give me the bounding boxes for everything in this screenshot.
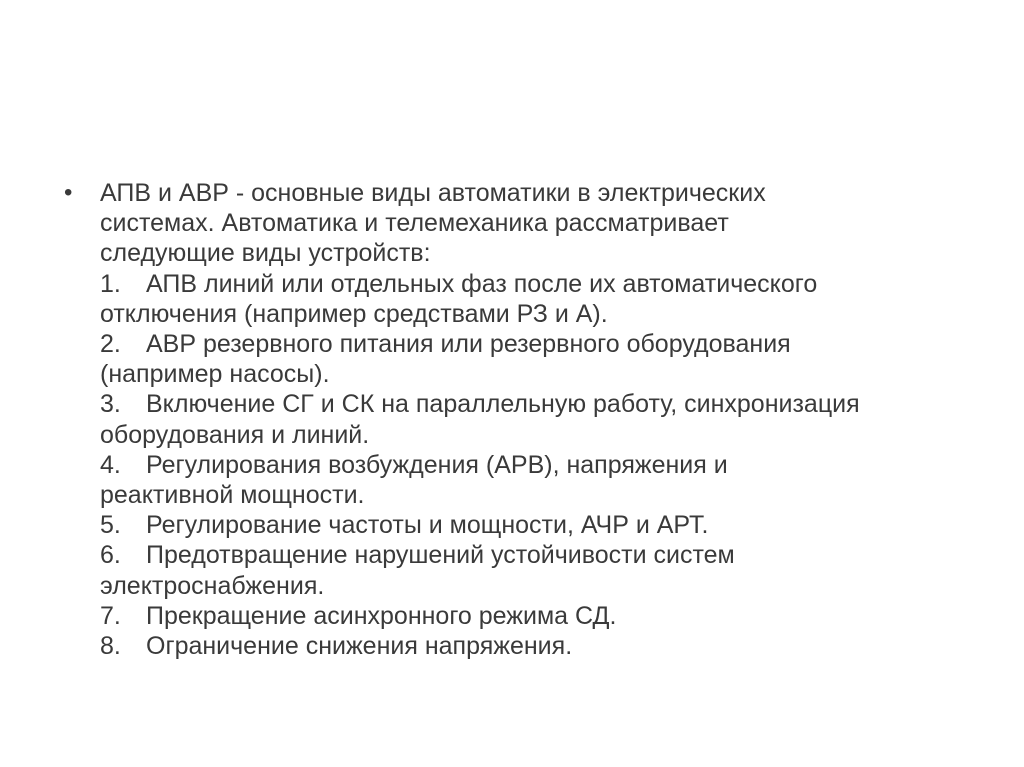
list-item-1 (100, 269, 980, 299)
list-item-3-continued: оборудования и линий. (100, 420, 370, 449)
item-number: 2. (100, 330, 121, 359)
intro-line: АПВ и АВР - основные виды автоматики в электрических (100, 179, 766, 207)
list-item-2 (100, 329, 980, 359)
bullet-content (100, 178, 980, 661)
intro-line: следующие виды устройств: (100, 239, 431, 268)
item-text: АВР резервного питания или резервного оборудования (146, 330, 791, 359)
item-text: Включение СГ и СК на параллельную работу, синхронизация (146, 390, 860, 419)
list-item-3 (100, 389, 980, 419)
item-text: Регулирования возбуждения (АРВ), напряжения и (146, 450, 728, 479)
bullet-icon: • (64, 179, 73, 206)
item-number: 3. (100, 390, 121, 419)
item-text: Ограничение снижения напряжения. (146, 632, 573, 661)
intro-line: системах. Автоматика и телемеханика рассматривает (100, 209, 729, 238)
list-item-4 (100, 450, 980, 480)
item-number: 6. (100, 541, 121, 570)
item-number: 1. (100, 269, 121, 298)
list-item-6 (100, 540, 980, 570)
list-item-4-continued: реактивной мощности. (100, 481, 365, 510)
item-text: Предотвращение нарушений устойчивости систем (146, 541, 735, 570)
item-text: АПВ линий или отдельных фаз после их автоматического (146, 269, 818, 298)
list-item-1-continued: отключения (например средствами РЗ и А). (100, 299, 608, 328)
list-item-8 (100, 631, 980, 661)
list-item-7 (100, 601, 980, 631)
item-number: 7. (100, 601, 121, 630)
item-number: 5. (100, 511, 121, 540)
list-item-2-continued: (например насосы). (100, 360, 330, 389)
list-item-5 (100, 510, 980, 540)
item-number: 8. (100, 632, 121, 661)
list-item-6-continued: электроснабжения. (100, 571, 325, 600)
item-text: Регулирование частоты и мощности, АЧР и АРТ. (146, 511, 709, 540)
item-number: 4. (100, 450, 121, 479)
item-text: Прекращение асинхронного режима СД. (146, 601, 617, 630)
